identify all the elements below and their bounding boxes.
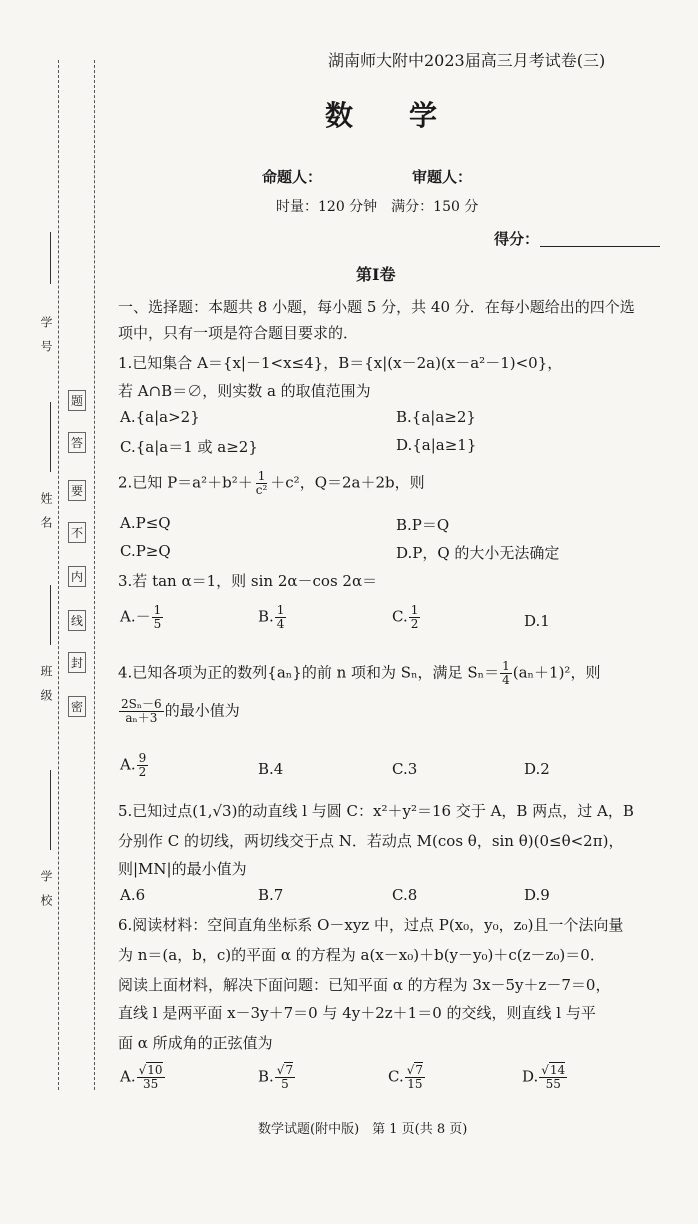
q6-option-b-fraction xyxy=(275,1064,295,1091)
seal-char: 要 xyxy=(68,480,86,501)
q1-option-b: B.{a|a≥2} xyxy=(396,408,476,426)
margin-blank-line xyxy=(50,585,51,645)
q6-option-b-pre: B. xyxy=(258,1067,274,1086)
margin-label-student-id: 学 号 xyxy=(39,316,53,352)
seal-char: 封 xyxy=(68,652,86,673)
q4-fraction xyxy=(500,660,512,687)
q3-option-b-den: 4 xyxy=(276,617,285,631)
q3-option-b-pre: B. xyxy=(258,607,274,626)
q2-fraction-num: 1 xyxy=(257,469,266,483)
seal-char: 线 xyxy=(68,610,86,631)
q6-option-a-den: 35 xyxy=(142,1077,159,1091)
q2-fraction-den: c² xyxy=(255,483,268,497)
q6-option-a-num: √10 xyxy=(138,1063,163,1077)
q3-option-b-num: 1 xyxy=(276,603,285,617)
margin-label-class: 班 级 xyxy=(39,665,53,701)
margin-blank-line xyxy=(50,402,51,472)
q1-stem-line1: 1.已知集合 A＝{x|－1<x≤4}，B＝{x|(x－2a)(x－a²－1)<0}， xyxy=(118,354,563,372)
binding-line-outer xyxy=(58,60,59,1090)
q6-stem-line3: 阅读上面材料，解决下面问题：已知平面 α 的方程为 3x－5y＋z－7＝0， xyxy=(118,976,611,994)
q4-option-a-den: 2 xyxy=(138,765,147,779)
q2-option-b: B.P＝Q xyxy=(396,516,450,534)
q4-option-a xyxy=(120,752,149,779)
q6-option-d-pre: D. xyxy=(522,1067,539,1086)
exam-time-score: 时量：120 分钟 满分：150 分 xyxy=(276,199,479,215)
q4-fraction-num: 1 xyxy=(502,659,510,673)
q6-option-d-num: √14 xyxy=(541,1063,566,1077)
page-footer: 数学试题(附中版) 第 1 页(共 8 页) xyxy=(258,1122,468,1137)
seal-char: 不 xyxy=(68,522,86,543)
q6-option-d-fraction xyxy=(539,1064,567,1091)
score-label: 得分： xyxy=(494,230,540,248)
q4-option-d: D.2 xyxy=(524,760,550,778)
q6-stem-line4: 直线 l 是两平面 x－3y＋7＝0 与 4y＋2z＋1＝0 的交线，则直线 l 与平 xyxy=(118,1004,596,1022)
q5-stem-line3: 则|MN|的最小值为 xyxy=(118,860,247,878)
q3-option-c-pre: C. xyxy=(392,607,408,626)
q6-option-c-fraction xyxy=(405,1064,425,1091)
q5-option-b: B.7 xyxy=(258,886,284,904)
q3-option-c-den: 2 xyxy=(410,617,419,631)
q2-option-a: A.P≤Q xyxy=(120,514,171,532)
q6-option-b-den: 5 xyxy=(281,1077,289,1091)
q4-stem-line2 xyxy=(118,698,240,725)
margin-blank-line xyxy=(50,770,51,850)
q6-option-c-num: √7 xyxy=(406,1063,424,1077)
q3-option-d: D.1 xyxy=(524,612,550,630)
q3-option-c xyxy=(392,604,421,631)
q5-option-d: D.9 xyxy=(524,886,550,904)
q6-option-d xyxy=(522,1064,568,1091)
setter-label: 命题人： xyxy=(262,168,323,186)
binding-line-inner xyxy=(94,60,95,1090)
q4-fraction-den: 4 xyxy=(502,673,510,687)
q6-option-c-pre: C. xyxy=(388,1067,404,1086)
q6-option-a-fraction xyxy=(137,1064,165,1091)
margin-label-school: 学 校 xyxy=(39,870,53,906)
q4-option-a-num: 9 xyxy=(138,751,147,765)
q6-option-a xyxy=(120,1064,166,1091)
q6-stem-line5: 面 α 所成角的正弦值为 xyxy=(118,1034,273,1052)
reviewer-label: 审题人： xyxy=(412,168,473,186)
q4-expression-num: 2Sₙ－6 xyxy=(121,697,162,711)
q3-option-a-den: 5 xyxy=(153,617,162,631)
seal-char: 答 xyxy=(68,432,86,453)
q6-option-c xyxy=(388,1064,426,1091)
q2-stem-pre: 2.已知 P＝a²＋b²＋ xyxy=(118,473,253,492)
q3-option-b xyxy=(258,604,287,631)
q6-option-a-pre: A. xyxy=(120,1067,136,1086)
seal-char: 题 xyxy=(68,390,86,411)
q4-stem-pre: 4.已知各项为正的数列{aₙ}的前 n 项和为 Sₙ，满足 Sₙ＝ xyxy=(118,663,500,682)
q2-option-c: C.P≥Q xyxy=(120,542,171,560)
margin-label-name: 姓 名 xyxy=(39,492,53,528)
q6-option-a-radicand: 10 xyxy=(147,1063,163,1077)
q3-option-a-fraction xyxy=(152,604,164,631)
q3-option-a xyxy=(120,604,164,631)
q4-stem-line1 xyxy=(118,660,600,687)
exam-title: 湖南师大附中2023届高三月考试卷(三) xyxy=(328,51,606,70)
subject-title: 数 学 xyxy=(325,99,438,132)
q2-fraction xyxy=(254,470,270,497)
q1-option-a: A.{a|a>2} xyxy=(120,408,200,426)
q4-option-a-fraction xyxy=(137,752,149,779)
q6-option-b-radicand: 7 xyxy=(285,1063,294,1077)
q2-option-d: D.P，Q 的大小无法确定 xyxy=(396,544,560,562)
q1-stem-line2: 若 A∩B＝∅，则实数 a 的取值范围为 xyxy=(118,382,371,400)
q4-expression-den: aₙ＋3 xyxy=(125,711,158,725)
q3-stem: 3.若 tan α＝1，则 sin 2α－cos 2α＝ xyxy=(118,572,378,590)
q3-option-c-fraction xyxy=(409,604,421,631)
q5-option-a: A.6 xyxy=(120,886,146,904)
section-desc-line1: 一、选择题：本题共 8 小题，每小题 5 分，共 40 分．在每小题给出的四个选 xyxy=(118,298,635,316)
q6-option-d-den: 55 xyxy=(545,1077,561,1091)
q1-option-d: D.{a|a≥1} xyxy=(396,436,477,454)
q4-option-a-pre: A. xyxy=(120,755,136,774)
q6-stem-line1: 6.阅读材料：空间直角坐标系 O－xyz 中，过点 P(x₀，y₀，z₀)且一个法向量 xyxy=(118,916,624,934)
q5-stem-line2: 分别作 C 的切线，两切线交于点 N．若动点 M(cos θ，sin θ)(0≤θ<2π)， xyxy=(118,832,624,850)
q6-stem-line2: 为 n＝(a，b，c)的平面 α 的方程为 a(x－x₀)＋b(y－y₀)＋c(z－z₀)＝0． xyxy=(118,946,605,964)
section-title: 第Ⅰ卷 xyxy=(356,265,396,284)
q3-option-c-num: 1 xyxy=(410,603,419,617)
q5-option-c: C.8 xyxy=(392,886,418,904)
q6-option-b xyxy=(258,1064,296,1091)
q6-option-d-radicand: 14 xyxy=(549,1063,566,1077)
section-desc-line2: 项中，只有一项是符合题目要求的． xyxy=(118,324,359,342)
q4-stem-line2-post: 的最小值为 xyxy=(164,701,240,720)
q4-option-c: C.3 xyxy=(392,760,418,778)
q1-option-c: C.{a|a＝1 或 a≥2} xyxy=(120,438,258,456)
q6-option-c-den: 15 xyxy=(407,1077,423,1091)
seal-char: 内 xyxy=(68,566,86,587)
score-blank xyxy=(540,246,660,247)
margin-blank-line xyxy=(50,232,51,284)
q6-option-c-radicand: 7 xyxy=(415,1063,424,1077)
seal-char: 密 xyxy=(68,696,86,717)
q3-option-a-pre: A.－ xyxy=(120,607,151,626)
q4-stem-post: (aₙ＋1)²，则 xyxy=(512,663,601,682)
q2-stem xyxy=(118,470,425,497)
q4-expression-fraction xyxy=(119,698,164,725)
q5-stem-line1: 5.已知过点(1,√3)的动直线 l 与圆 C：x²＋y²＝16 交于 A，B 两点，过 A，B xyxy=(118,802,634,820)
q3-option-b-fraction xyxy=(275,604,287,631)
q6-option-b-num: √7 xyxy=(276,1063,294,1077)
q2-stem-post: ＋c²，Q＝2a＋2b，则 xyxy=(270,473,425,492)
q3-option-a-num: 1 xyxy=(153,603,162,617)
q4-option-b: B.4 xyxy=(258,760,284,778)
